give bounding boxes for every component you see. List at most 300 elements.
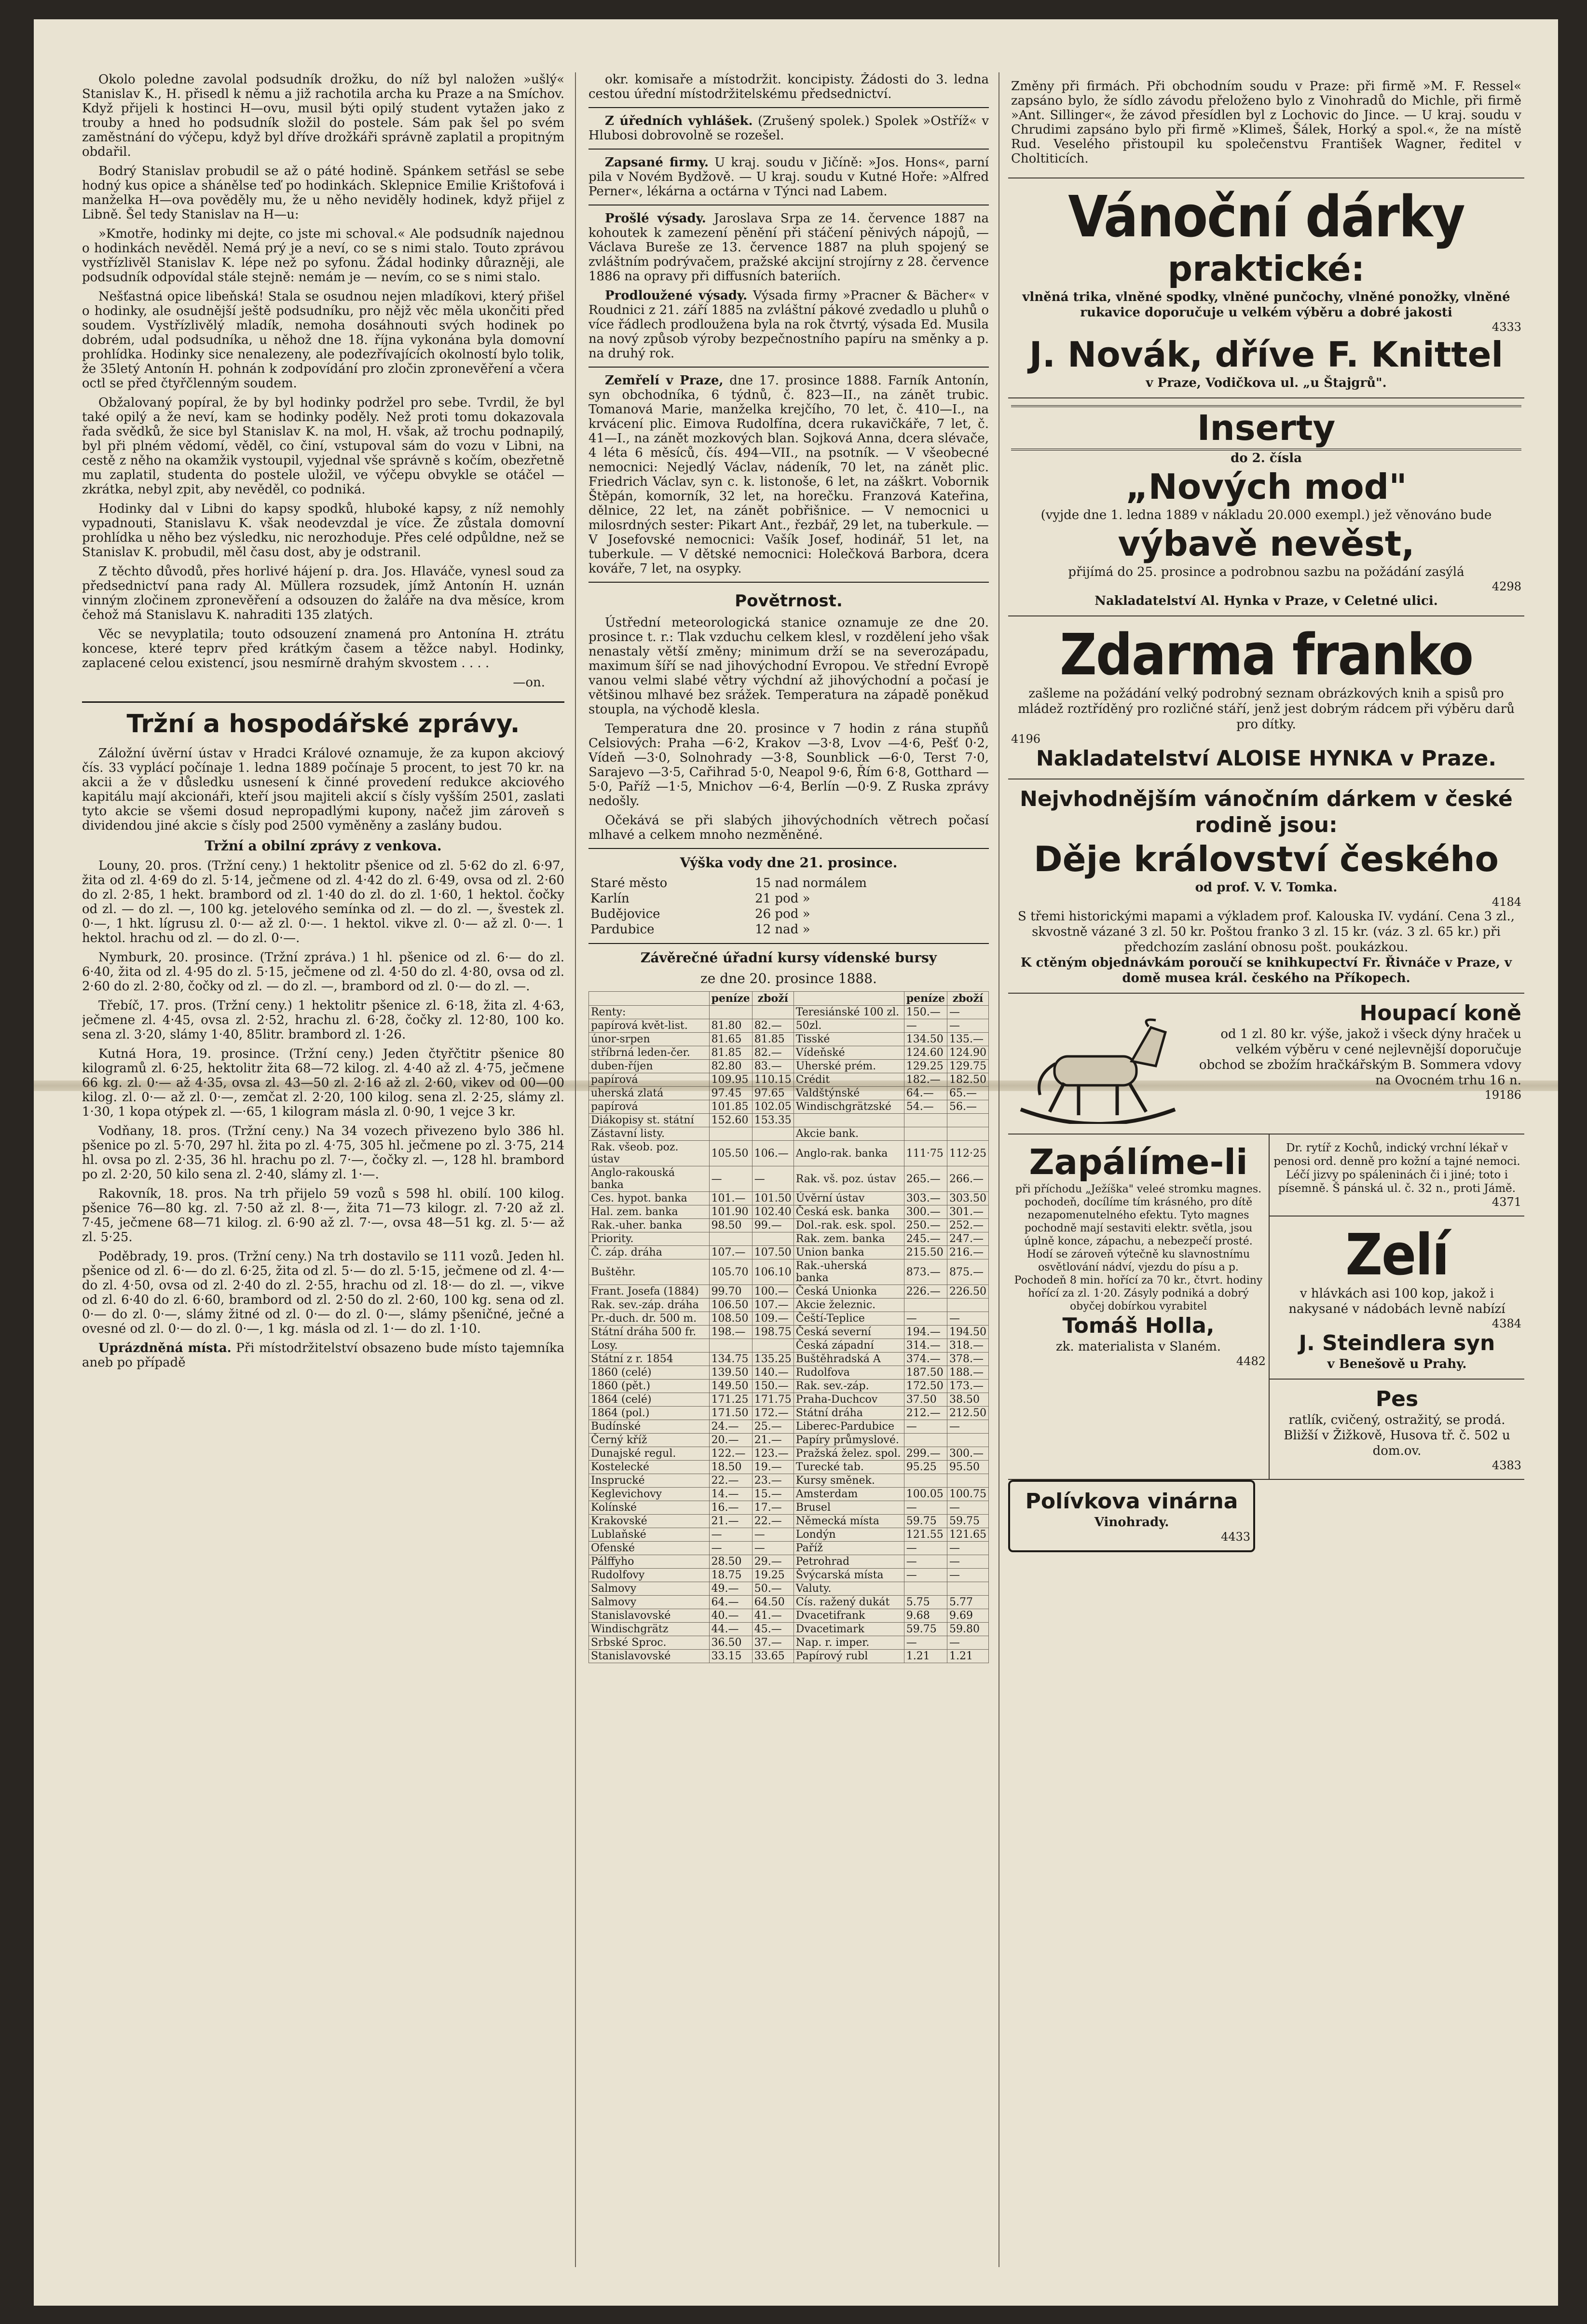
bourse-row (589, 1246, 989, 1259)
grain-paragraph: Rakovník, 18. pros. Na trh přijelo 59 vozů s 598 hl. obilí. 100 kilog. pšenice 76—80 kg. zl. 7·50 až zl. 8·—, žita 71—73 kilogr. zl. 7·20 až zl. 7·45, ječmene 68—71 kilog. zl. 6·90 až zl. 7·—, ovsa 48—51 kg. zl. 5·— až zl. 5·25. (82, 1187, 564, 1244)
divider (588, 582, 989, 583)
bourse-cell: Anglo-rakouská banka (589, 1166, 710, 1192)
bourse-cell: Rudolfova (794, 1366, 904, 1380)
bourse-cell (794, 1114, 904, 1127)
bourse-cell: — (947, 1555, 989, 1569)
bourse-cell: 36.50 (709, 1636, 752, 1650)
bourse-row (589, 1299, 989, 1312)
bourse-cell: 134.75 (709, 1353, 752, 1366)
ad-number: 4371 (1491, 1195, 1521, 1209)
divider (588, 149, 989, 150)
water-level-row (588, 891, 989, 906)
bourse-row (589, 1205, 989, 1219)
bourse-cell: 40.— (709, 1609, 752, 1623)
story-paragraph: Nešťastná opice libeňská! Stala se osudnou nejen mladíkovi, který přišel o hodinky, ale osudnější ještě podsudníku, pro nějž věc měla ukončiti před soudem. Vystřízlivělý mladík, nemoha dosáhnouti svých hodinek po dobrém, udal podsudníka, u něhož dne 18. října vykonána byla domovní prohlídka. Hodinky sice nenalezeny, ale podezřívajících okolností bylo tolik, že 35letý Antonín H. pohnán k zodpovídání pro zločin zpronevěření a včera octl se před čtyřčlenným soudem. (82, 289, 564, 391)
bourse-cell: Rak. všeob. poz. ústav (589, 1141, 710, 1166)
bourse-cell: 82.80 (709, 1060, 752, 1073)
bourse-cell: Priority. (589, 1232, 710, 1246)
column-1 (82, 72, 564, 2272)
ad-merchant-name: J. Novák, dříve F. Knittel (1029, 334, 1504, 375)
weather-title: Povětrnost. (735, 591, 843, 611)
bourse-cell: 153.35 (752, 1114, 794, 1127)
ad-text: při příchodu „Ježíška" veleé stromku magnes. pochodeň, docílíme tím krásného, pro dítě nezapomenutelného efektu. Tyto magnes pochodně mají sestaviti elektr. světla, jsou úplně konce, zápachu, a nebezpečí prosté. Hodí se zároveň výtečně ku slavnostnímu osvětlování nádví, vjezdu do písu a p. Pochodeň 8 min. hořící za 70 kr., čtvrt. hodiny hořící za zl. 1·20. Zásyly podniká a dobrý obyčej dobírkou vyrabitel (1014, 1183, 1263, 1312)
bourse-cell: 20.— (709, 1434, 752, 1447)
ad-body (1190, 1000, 1521, 1127)
bourse-cell: Úvěrní ústav (794, 1192, 904, 1205)
bourse-cell: 9.68 (904, 1609, 947, 1623)
bourse-cell: Krakovské (589, 1515, 710, 1528)
ad-headline: Pes (1375, 1387, 1419, 1411)
ad-rocking-horses (1008, 994, 1524, 1135)
bourse-cell: Windischgrätzské (794, 1100, 904, 1114)
bourse-cell: Akcie železnic. (794, 1299, 904, 1312)
water-level-cell: Staré město (590, 876, 668, 890)
bourse-row (589, 1326, 989, 1339)
bourse-cell: 129.25 (904, 1060, 947, 1073)
bourse-cell: duben-říjen (589, 1060, 710, 1073)
notice-title: Z úředních vyhlášek. (605, 114, 753, 128)
ad-number: 4482 (1236, 1354, 1266, 1368)
grain-paragraph: Nymburk, 20. prosince. (Tržní zpráva.) 1 hl. pšenice od zl. 6·— do zl. 6·40, žita od zl. 4·95 do zl. 5·15, ječmene od zl. 4·50 do zl. 4·80, ovsa od zl. 2·60 do zl. 2·80, čočky od zl. — do zl. —, brambord od zl. 0·— do zl. —. (82, 950, 564, 994)
bourse-cell: 135.25 (752, 1353, 794, 1366)
ad-merchant-name: J. Steindlera syn (1299, 1331, 1495, 1355)
bourse-cell: 45.— (752, 1623, 794, 1636)
bourse-cell: 182.50 (947, 1073, 989, 1087)
bourse-cell: 83.— (752, 1060, 794, 1073)
bourse-cell: 252.— (947, 1219, 989, 1232)
bourse-cell: 101.50 (752, 1192, 794, 1205)
bourse-cell: 101.90 (709, 1205, 752, 1219)
bourse-cell: 188.— (947, 1366, 989, 1380)
bourse-cell: Vídeňské (794, 1046, 904, 1060)
bourse-row (589, 1596, 989, 1609)
bourse-cell: 100.— (752, 1285, 794, 1299)
water-level-cell: 15 nad normálem (755, 876, 867, 890)
bourse-row (589, 1006, 989, 1019)
ad-firm-changes (1008, 72, 1524, 178)
vacancy-title: Uprázdněná místa. (98, 1341, 232, 1355)
bourse-cell: 49.— (709, 1582, 752, 1596)
bourse-cell: 303.50 (947, 1192, 989, 1205)
bourse-cell: Kolínské (589, 1501, 710, 1515)
notice-text: Jaroslava Srpa ze 14. července 1887 na kohoutek k zamezení pěnění při stáčení pěnivých nápojů, — Václava Bureše ze 13. července 1887 na pluh spojený se zvláštním podrývačem, pražské akcijní strojírny z 28. července 1886 na opravy při diffusních bateriích. (588, 211, 989, 284)
bourse-cell: 44.— (709, 1623, 752, 1636)
ad-cabbage (1270, 1217, 1524, 1380)
bourse-cell: 110.15 (752, 1073, 794, 1087)
story-paragraph: Bodrý Stanislav probudil se až o páté hodině. Spánkem setřásl se sebe hodný kus opice a shánělse teď po hodinkách. Sklepnice Emilie Krištofová i manželka H—ova pověděly mu, že u něho neviděly hodinek, když přijel z Libně. Šel tedy Stanislav na H—u: (82, 164, 564, 222)
ad-free-catalogue (1008, 616, 1524, 779)
bourse-row (589, 1636, 989, 1650)
bourse-cell: 16.— (709, 1501, 752, 1515)
bourse-title: Závěrečné úřadní kursy vídenské bursy (640, 950, 937, 966)
bourse-row (589, 1353, 989, 1366)
ad-address: v Benešově u Prahy. (1327, 1357, 1467, 1371)
bourse-cell: Státní z r. 1854 (589, 1353, 710, 1366)
bourse-header-cell: peníze (904, 992, 947, 1006)
bourse-cell (904, 1114, 947, 1127)
water-level-cell: Pardubice (590, 922, 655, 937)
bourse-cell: Amsterdam (794, 1488, 904, 1501)
bourse-cell: 100.05 (904, 1488, 947, 1501)
bourse-cell: 33.65 (752, 1650, 794, 1663)
ad-bookshop: K ctěným objednávkám poroučí se knihkupectví Fr. Řivnáče v Praze, v domě musea král. českého na Příkopech. (1020, 956, 1512, 985)
ad-history-book (1008, 779, 1524, 994)
bourse-cell: 9.69 (947, 1609, 989, 1623)
bourse-cell: 873.— (904, 1259, 947, 1285)
ad-headline: Zdarma franko (1059, 621, 1473, 688)
bourse-date: ze dne 20. prosince 1888. (700, 971, 877, 986)
bourse-header-row (589, 992, 989, 1006)
bourse-cell: Londýn (794, 1528, 904, 1542)
bourse-cell: 265.— (904, 1166, 947, 1192)
bourse-cell: 111·75 (904, 1141, 947, 1166)
notice-paragraph (588, 211, 989, 284)
bourse-row (589, 1100, 989, 1114)
bourse-cell (904, 1582, 947, 1596)
bourse-cell: — (947, 1312, 989, 1326)
ad-text: přijímá do 25. prosince a podrobnou sazbu na požádání zasýlá (1068, 565, 1464, 579)
bourse-row (589, 1232, 989, 1246)
bourse-cell: 314.— (904, 1339, 947, 1353)
bourse-cell: — (947, 1006, 989, 1019)
notice-paragraph (588, 114, 989, 143)
water-level-cell: 12 nad » (755, 922, 810, 937)
bourse-cell: 23.— (752, 1474, 794, 1488)
bourse-cell: Renty: (589, 1006, 710, 1019)
bourse-cell: 171.75 (752, 1393, 794, 1407)
bourse-cell (947, 1474, 989, 1488)
notice-paragraph (588, 288, 989, 361)
bourse-cell: Tisské (794, 1033, 904, 1046)
bourse-cell: 149.50 (709, 1380, 752, 1393)
column-separator (575, 72, 576, 2267)
bourse-cell: 50.— (752, 1582, 794, 1596)
bourse-cell: 102.40 (752, 1205, 794, 1219)
bourse-cell: Německá místa (794, 1515, 904, 1528)
ad-subheadline: Vinohrady. (1094, 1515, 1169, 1530)
bourse-row (589, 1582, 989, 1596)
market-paragraph: Záložní úvěrní ústav v Hradci Králové oznamuje, že za kupon akciový čís. 33 vyplácí počínaje 1. ledna 1889 počínaje 5 procent, to jest 70 kr. na akcii a že v důsledku usnesení k činné provedení redukce akciového kapitálu mají akcionáři, kteří jsou majiteli akcií s čísly vyšším 2501, zaslati tyto akcie se všemi dosud nepropadlými kupony, načež jim zároveň s dividendou jiné akcie s čísly pod 2500 vyměněny a zaslány budou. (82, 746, 564, 833)
bourse-cell: Dol.-rak. esk. spol. (794, 1219, 904, 1232)
ad-headline: Děje království českého (1033, 839, 1499, 879)
bourse-row (589, 1650, 989, 1663)
bourse-cell: 21.— (752, 1434, 794, 1447)
bourse-cell: 194.— (904, 1326, 947, 1339)
bourse-cell: 108.50 (709, 1312, 752, 1326)
bourse-cell: Lublaňské (589, 1528, 710, 1542)
bourse-cell: Čeští-Teplice (794, 1312, 904, 1326)
bourse-cell (752, 1006, 794, 1019)
water-level-row (588, 875, 989, 891)
bourse-row (589, 1073, 989, 1087)
bourse-cell: 1864 (pol.) (589, 1407, 710, 1420)
bourse-row (589, 1501, 989, 1515)
bourse-cell (947, 1434, 989, 1447)
ad-number: 19186 (1484, 1088, 1521, 1102)
bourse-cell: stříbrná leden-čer. (589, 1046, 710, 1060)
bourse-cell: 54.— (904, 1100, 947, 1114)
bourse-row (589, 1542, 989, 1555)
bourse-cell (904, 1434, 947, 1447)
bourse-cell (947, 1114, 989, 1127)
divider (588, 107, 989, 108)
story-paragraph: Hodinky dal v Libni do kapsy spodků, hluboké kapsy, z níž nemohly vypadnouti, Stanislavu K. však neodevzdal je více. Že zůstala domovní prohlídka u něho bez výsledku, nic nerozhoduje. Přes celé odpůldne, než se Stanislav K. probudil, měl času dost, aby je odstranil. (82, 502, 564, 560)
ad-torches (1008, 1135, 1270, 1480)
bourse-cell: 245.— (904, 1232, 947, 1246)
bourse-cell: 19.25 (752, 1569, 794, 1582)
bourse-cell: 303.— (904, 1192, 947, 1205)
bourse-cell: 299.— (904, 1447, 947, 1461)
bourse-cell: 171.25 (709, 1393, 752, 1407)
bourse-cell: 18.75 (709, 1569, 752, 1582)
ad-text: Dr. rytíř z Kochů, indický vrchní lékař v penosi ord. denně pro kožní a tajné nemoci. Léčí jizvy po spáleninách či i jiné; toto i písemně. Š pánská ul. č. 32 n., proti Jámě. (1273, 1142, 1520, 1195)
ad-dog (1270, 1380, 1524, 1480)
bourse-cell (947, 1299, 989, 1312)
bourse-cell: — (904, 1569, 947, 1582)
bourse-row (589, 1461, 989, 1474)
bourse-cell: únor-srpen (589, 1033, 710, 1046)
bourse-cell: Rak. zem. banka (794, 1232, 904, 1246)
bourse-cell: Buštěhr. (589, 1259, 710, 1285)
bourse-cell: 98.50 (709, 1219, 752, 1232)
bourse-cell: — (904, 1555, 947, 1569)
bourse-row (589, 1141, 989, 1166)
bourse-cell: 150.— (752, 1380, 794, 1393)
notice-text: (Zrušený spolek.) Spolek »Ostříž« v Hlubosi dobrovolně se rozešel. (588, 114, 989, 143)
ad-headline: Vánoční dárky (1068, 183, 1464, 250)
bourse-cell: — (709, 1528, 752, 1542)
bourse-cell: Valdštýnské (794, 1087, 904, 1100)
grain-paragraph: Louny, 20. pros. (Tržní ceny.) 1 hektolitr pšenice od zl. 5·62 do zl. 6·97, žita od zl. 4·69 do zl. 5·14, ječmene od zl. 4·42 do zl. 6·49, ovsa od zl. 2·60 do zl. 2·85, 1 hekt. brambord od zl. 1·40 do zl. do zl. 1·60, 1 hektol. čočky od zl. — do zl. —, 100 kg. jetelového semínka od zl. — do zl. —, švestek zl. 0·—, 1 hkt. lígrusu zl. 0·— až zl. 0·—. 1 hektol. vikve zl. 0·— až zl. 0·—. 1 hektol. hrachu od zl. — do zl. 0·—. (82, 859, 564, 945)
bourse-cell (904, 1127, 947, 1141)
notice-text: U kraj. soudu v Jičíně: »Jos. Hons«, parní pila v Novém Bydžově. — U kraj. soudu v Kutné Hoře: »Alfred Perner«, lékárna a octárna v Týnci nad Labem. (588, 155, 989, 199)
bourse-cell: Paříž (794, 1542, 904, 1555)
bourse-cell (904, 1474, 947, 1488)
ad-subheadline: praktické: (1167, 248, 1365, 289)
bourse-cell: 59.75 (947, 1515, 989, 1528)
notice-title: Zapsané firmy. (605, 155, 709, 170)
bourse-cell: Frant. Josefa (1884) (589, 1285, 710, 1299)
bourse-cell: 129.75 (947, 1060, 989, 1073)
market-section-title: Tržní a hospodářské zprávy. (82, 701, 564, 738)
notice-paragraph: okr. komisaře a místodržit. koncipisty. Žádosti do 3. ledna cestou úřední místodržitelskému předsednictví. (588, 72, 989, 101)
water-level-cell: Karlín (590, 891, 629, 906)
ad-publisher: Nakladatelství Al. Hynka v Praze, v Celetné ulici. (1094, 594, 1438, 608)
bourse-cell (709, 1127, 752, 1141)
bourse-cell: — (904, 1636, 947, 1650)
bourse-cell: 99.— (752, 1219, 794, 1232)
bourse-row (589, 1528, 989, 1542)
bourse-table (588, 991, 989, 1663)
bourse-cell: — (904, 1420, 947, 1434)
bourse-cell: Rak. vš. poz. ústav (794, 1166, 904, 1192)
bourse-row (589, 1192, 989, 1205)
bourse-cell: Salmovy (589, 1582, 710, 1596)
bourse-cell: 106.50 (709, 1299, 752, 1312)
bourse-cell: Windischgrätz (589, 1623, 710, 1636)
bourse-row (589, 1060, 989, 1073)
bourse-cell: Teresiánské 100 zl. (794, 1006, 904, 1019)
bourse-cell: Keglevichovy (589, 1488, 710, 1501)
bourse-cell: 135.— (947, 1033, 989, 1046)
bourse-row (589, 1087, 989, 1100)
bourse-cell: 105.50 (709, 1141, 752, 1166)
ad-text: S třemi historickými mapami a výkladem prof. Kalouska IV. vydání. Cena 3 zl., skvostně vázané 3 zl. 50 kr. Poštou franko 3 zl. 15 kr. (váz. 3 zl. 65 kr.) při předchozím zaslání obnosu pošt. poukázkou. (1018, 909, 1515, 955)
bourse-cell: 112·25 (947, 1141, 989, 1166)
bourse-cell: 59.75 (904, 1623, 947, 1636)
bourse-cell: 56.— (947, 1100, 989, 1114)
bourse-header-cell: peníze (709, 992, 752, 1006)
bourse-cell: 38.50 (947, 1393, 989, 1407)
ad-headline: Houpací koně (1359, 1001, 1521, 1025)
bourse-cell (709, 1006, 752, 1019)
bourse-cell: 1864 (celé) (589, 1393, 710, 1407)
ad-publisher: Nakladatelství ALOISE HYNKA v Praze. (1036, 746, 1497, 771)
story-paragraph: »Kmotře, hodinky mi dejte, co jste mi schoval.« Ale podsudník najednou o hodinkách nevěděl. Nemá prý je a neví, co se s nimi stalo. Touto zprávou vystřízlivěl Stanislav K. lépe než po syfonu. Žádal hodinky důrazněji, ale podsudník odpovídal stále stejně: nemám je — nevím, co se s nimi stalo. (82, 227, 564, 285)
bourse-cell: 99.70 (709, 1285, 752, 1299)
bourse-cell: Česká Unionka (794, 1285, 904, 1299)
bourse-cell: 107.50 (752, 1246, 794, 1259)
bourse-cell: 41.— (752, 1609, 794, 1623)
bourse-cell (709, 1339, 752, 1353)
bourse-cell: Praha-Duchcov (794, 1393, 904, 1407)
bourse-cell: — (947, 1420, 989, 1434)
bourse-cell: 122.— (709, 1447, 752, 1461)
ad-number: 4433 (1221, 1530, 1251, 1544)
bourse-cell: Černý kříž (589, 1434, 710, 1447)
bourse-cell: 81.80 (709, 1019, 752, 1033)
bourse-cell: 64.50 (752, 1596, 794, 1609)
ad-magazine-title: „Nových mod" (1125, 466, 1407, 507)
bourse-cell: 5.75 (904, 1596, 947, 1609)
notice-text: dne 17. prosince 1888. Farník Antonín, syn obchodníka, 6 týdnů, č. 823—II., na zánět trubic. Tomanová Marie, manželka krejčího, 70 let, č. 410—I., na krvácení plic. Eimova Rudolfína, dcera rukavičkáře, 7 let, č. 41—I., na zánět mozkových blan. Sojková Anna, dcera slévače, 4 léta 6 měsíců, čís. 494—VII., na psotník. — V všeobecné nemocnici: Nejedlý Václav, nádeník, 70 let, na zánět plic. Friedrich Václav, syn c. k. listonoše, 6 let, na záškrt. Vobornik Štěpán, komorník, 32 let, na horečku. Franzová Kateřina, dělnice, 22 let, na zánět pobřišnice. — V nemocnici u milosrdných sester: Pikart Ant., řezbář, 29 let, na tuberkule. — V Josefovské nemocnici: Vašík Josef, hodinář, 51 let, na tuberkule. — V dětské nemocnici: Holečková Barbora, dcera kováře, 7 let, na osypky. (588, 373, 989, 576)
bourse-cell: 28.50 (709, 1555, 752, 1569)
bourse-cell: 140.— (752, 1366, 794, 1380)
bourse-cell: Rak. sev.-záp. dráha (589, 1299, 710, 1312)
bourse-cell: 300.— (904, 1205, 947, 1219)
ad-merchant-name: Tomáš Holla, (1062, 1313, 1215, 1338)
bourse-cell: 17.— (752, 1501, 794, 1515)
story-paragraph: Okolo poledne zavolal podsudník drožku, do níž byl naložen »ušlý« Stanislav K., H. přisedl k němu a již rachotila archa ku Praze a na Smíchov. Když přijeli k hostinci H—ovu, musil býti opilý student vytažen jako z trouby a hned ho podsudník složil do postele. Sám pak šel po svém zaměstnání do výčepu, když byl dříve drožkáři správně zaplatil a propitným obdařil. (82, 72, 564, 159)
bourse-cell: 102.05 (752, 1100, 794, 1114)
bourse-cell: Salmovy (589, 1596, 710, 1609)
bourse-cell: 81.85 (752, 1033, 794, 1046)
bourse-cell: — (947, 1569, 989, 1582)
bourse-cell: Turecké tab. (794, 1461, 904, 1474)
bourse-cell: 18.50 (709, 1461, 752, 1474)
bourse-cell: 65.— (947, 1087, 989, 1100)
bourse-cell: 82.— (752, 1019, 794, 1033)
bourse-row (589, 1019, 989, 1033)
bourse-cell: 21.— (709, 1515, 752, 1528)
bourse-cell: papírová (589, 1100, 710, 1114)
weather-paragraph: Očekává se při slabých jihovýchodních větrech počasí mlhavé a celkem mnoho nezměněné. (588, 813, 989, 842)
bourse-header-cell (794, 992, 904, 1006)
grain-paragraph: Kutná Hora, 19. prosince. (Tržní ceny.) Jeden čtyřčtitr pšenice 80 kilogramů zl. 6·25, hektolitr žita 68—72 kilog. zl. 4·40 až zl. 4·75, ječmene 66 kg. zl. 0·— až 4·35, ovsa zl. 43—50 zl. 2·16 až zl. 2·60, vikev od 00—00 kilog. zl. 0·— až zl. 0·—, zemčat zl. 2·20, 100 kilog. sena zl. 2·25, slámy zl. 1·30, 1 kopa otýpek zl. —·65, 1 kilogram másla zl. 0·90, 1 vejce 3 kr. (82, 1047, 564, 1119)
bourse-row (589, 1380, 989, 1393)
bourse-cell: 124.60 (904, 1046, 947, 1060)
bourse-cell: 187.50 (904, 1366, 947, 1380)
water-level-cell: 26 pod » (755, 907, 810, 921)
bourse-cell: 212.50 (947, 1407, 989, 1420)
bourse-cell (709, 1232, 752, 1246)
bourse-cell: Anglo-rak. banka (794, 1141, 904, 1166)
bourse-row (589, 1420, 989, 1434)
bourse-cell: Pražská želez. spol. (794, 1447, 904, 1461)
grain-paragraph: Poděbrady, 19. pros. (Tržní ceny.) Na trh dostavilo se 111 vozů. Jeden hl. pšenice od zl. 6·— do zl. 6·25, žita od zl. 5·— do zl. 5·15, ječmene od zl. 4·— do zl. 4·50, ovsa od zl. 2·40 do zl. 2·55, hrachu od zl. 18·— do zl. —, vikve od zl. 6·40 do zl. 6·60, brambord od zl. 2·50 do zl. 2·60, 100 kg. sena od zl. 0·— do zl. 0·—, slámy žitné od zl. 0·— do zl. 0·—, slámy pšeničné, ječné a ovesné od zl. 0·— do zl. 0·—, 1 kg. másla od zl. 1·— do zl. 1·10. (82, 1249, 564, 1336)
bourse-cell: Uherské prém. (794, 1060, 904, 1073)
bourse-cell: 81.85 (709, 1046, 752, 1060)
bourse-cell: Budínské (589, 1420, 710, 1434)
bourse-row (589, 1407, 989, 1420)
bourse-cell: Státní dráha (794, 1407, 904, 1420)
story-paragraph: Obžalovaný popíral, že by byl hodinky podržel pro sebe. Tvrdil, že byl také opilý a že neví, kam se hodinky poděly. Než proti tomu dokazovala řada svědků, že sice byl Stanislav K. na mol, H. však, až trochu podnapilý, byl při plném vědomí, věděl, co činí, vstupoval sám do vozu v Libni, na cestě z něho na okamžik vystoupil, vyjednal vše správně s kočím, obezřetně mu zaplatil, studenta do postele uložil, ve výčepu obvykle se otáčel — zkrátka, nebyl zpit, aby nevěděl, co podniká. (82, 396, 564, 497)
bourse-cell: Buštěhradská A (794, 1353, 904, 1366)
vacancy-text: Při místodržitelství obsazeno bude místo tajemníka aneb po případě (82, 1341, 564, 1370)
notice-paragraph (588, 155, 989, 199)
bourse-cell: — (947, 1542, 989, 1555)
bourse-cell: 150.— (904, 1006, 947, 1019)
bourse-cell: 123.— (752, 1447, 794, 1461)
bourse-cell: 152.60 (709, 1114, 752, 1127)
bourse-cell: 82.— (752, 1046, 794, 1060)
bourse-cell: Stanislavovské (589, 1650, 710, 1663)
bourse-cell: — (947, 1501, 989, 1515)
bourse-cell: Liberec-Pardubice (794, 1420, 904, 1434)
ad-subheadline: do 2. čísla (1231, 451, 1302, 465)
bourse-cell: 24.— (709, 1420, 752, 1434)
bourse-cell (752, 1339, 794, 1353)
bourse-cell: Union banka (794, 1246, 904, 1259)
bourse-cell: 97.65 (752, 1087, 794, 1100)
bourse-cell: — (904, 1542, 947, 1555)
bourse-row (589, 1127, 989, 1141)
bourse-row (589, 1569, 989, 1582)
bourse-cell: 29.— (752, 1555, 794, 1569)
ad-text: zašleme na požádání velký podrobný seznam obrázkových knih a spisů pro mládež roztříděný pro rozličné stáří, jenž jest dobrým rádcem při výběru darů pro dítky. (1018, 686, 1515, 732)
bourse-cell: Rudolfovy (589, 1569, 710, 1582)
ad-headline: Zelí (1345, 1221, 1449, 1288)
bourse-cell: 64.— (709, 1596, 752, 1609)
ad-christmas-gifts (1008, 178, 1524, 398)
bourse-row (589, 1555, 989, 1569)
bourse-cell: — (752, 1542, 794, 1555)
column-3-ads (1008, 72, 1524, 2272)
bourse-cell: 198.— (709, 1326, 752, 1339)
water-level-table-body (588, 875, 989, 937)
bourse-cell: — (709, 1542, 752, 1555)
bourse-row (589, 1366, 989, 1380)
bourse-cell: 109.95 (709, 1073, 752, 1087)
ad-number: 4298 (1491, 580, 1521, 593)
bourse-cell: Zástavní listy. (589, 1127, 710, 1141)
bourse-cell: 182.— (904, 1073, 947, 1087)
divider (588, 943, 989, 944)
bourse-row (589, 1488, 989, 1501)
ad-number: 4184 (1491, 895, 1521, 909)
bourse-cell: Rak.-uherská banka (794, 1259, 904, 1285)
bourse-cell: 875.— (947, 1259, 989, 1285)
ad-address: v Praze, Vodičkova ul. „u Štajgrů". (1146, 376, 1387, 390)
grain-section-title: Tržní a obilní zprávy z venkova. (205, 838, 442, 854)
bourse-cell: 1860 (celé) (589, 1366, 710, 1380)
bourse-cell: — (947, 1636, 989, 1650)
water-level-row (588, 922, 989, 937)
bourse-cell: Brusel (794, 1501, 904, 1515)
ad-text: vlněná trika, vlněné spodky, vlněné punčochy, vlněné ponožky, vlněné rukavice doporučuje u velkém výběru a dobré jakosti (1022, 290, 1510, 320)
ad-number: 4196 (1011, 732, 1041, 746)
bourse-cell (947, 1582, 989, 1596)
